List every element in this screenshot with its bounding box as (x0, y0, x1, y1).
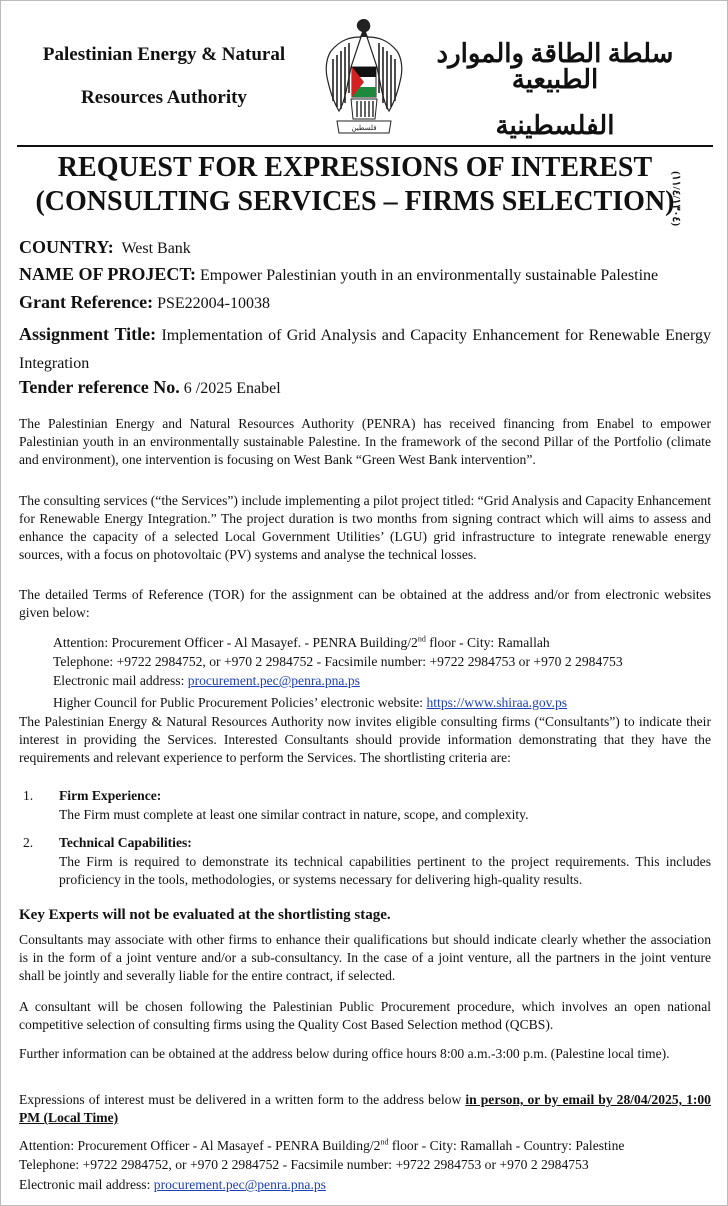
letterhead (1, 1, 728, 151)
contact1-phone: Telephone: +9722 2984752, or +970 2 2984752 - Facsimile number: +9722 2984753 or +970 2 2984753 (53, 654, 623, 669)
contact1-email-label: Electronic mail address: (53, 673, 188, 688)
org-name-english (23, 45, 305, 107)
contact2-attention (19, 1137, 711, 1155)
delivery-deadline: in person, or by email by 28/04/2025, 1:00 PM (Local Time) (19, 1092, 711, 1125)
country-value: West Bank (121, 240, 191, 257)
title-line1: REQUEST FOR EXPRESSIONS OF INTEREST (57, 152, 653, 183)
header-divider (17, 145, 713, 147)
title-line2: (CONSULTING SERVICES – FIRMS SELECTION) (35, 186, 675, 217)
criterion2-title: Technical Capabilities: (59, 835, 192, 850)
project-label: NAME OF PROJECT: (19, 264, 196, 284)
contact1-attention (53, 634, 711, 652)
project-value: Empower Palestinian youth in an environmentally sustainable Palestine (200, 267, 659, 284)
criterion2-number: 2. (23, 835, 34, 850)
paragraph-services: The consulting services (“the Services”) include implementing a pilot project titled: “Grid Analysis and Capacity Enhancement for Renewable Energy Integration.” The project duration is two months from signing contract which will aims to assess and enhance the capacity of a selected Local Government Utilities’ (LGU) grid infrastructure to integrate renewable energy sources, with a focus on photovoltaic (PV) systems and analyse the technical losses. (19, 493, 711, 562)
paragraph-association: Consultants may associate with other firms to enhance their qualifications but should indicate clearly whether the association is in the form of a joint venture and/or a sub-consultancy. In the case of a joint venture, all the partners in the joint venture shall be jointly and severally liable for the entire contract, if selected. (19, 932, 711, 983)
contact2-attention-b: floor - City: Ramallah - Country: Palestine (388, 1138, 625, 1153)
paragraph-tor: The detailed Terms of Reference (TOR) for the assignment can be obtained at the address and/or from electronic websites given below: (19, 587, 711, 620)
delivery-text: Expressions of interest must be delivered in a written form to the address below (19, 1092, 466, 1107)
info-country (19, 237, 711, 259)
palestine-eagle-emblem-icon (321, 15, 407, 139)
assignment-value: Implementation of Grid Analysis and Capacity Enhancement for Renewable Energy Integration (19, 327, 712, 372)
paragraph-invitation: The Palestinian Energy & Natural Resources Authority now invites eligible consulting firms (“Consultants”) to indicate their interest in providing the Services. Interested Consultants should provide information demonstrating that they have the requirements and relevant experience to perform the Services. The shortlisting criteria are: (19, 714, 711, 765)
org-name-ar-line1: سلطة الطاقة والموارد الطبيعية (436, 39, 674, 94)
contact1-attention-b: floor - City: Ramallah (425, 635, 550, 650)
contact1-email-link[interactable]: procurement.pec@penra.pna.ps (187, 673, 360, 688)
paragraph-further-info: Further information can be obtained at the address below during office hours 8:00 a.m.-3:00 p.m. (Palestine local time). (19, 1046, 670, 1061)
info-project (19, 264, 711, 286)
contact1-attention-a: Attention: Procurement Officer - Al Masayef. - PENRA Building/2 (53, 635, 418, 650)
country-label: COUNTRY: (19, 237, 114, 257)
grant-label: Grant Reference: (19, 292, 154, 312)
contact2-email-link[interactable]: procurement.pec@penra.pna.ps (153, 1177, 326, 1192)
emblem-caption: فلسطين (351, 124, 377, 132)
org-name-en-line1: Palestinian Energy & Natural (42, 44, 286, 65)
page-title (19, 151, 691, 219)
info-assignment (19, 320, 711, 378)
paragraph-selection: A consultant will be chosen following the Palestinian Public Procurement procedure, which involves an open national competitive selection of consulting firms using the Quality Cost Based Selection method (QCBS). (19, 999, 711, 1032)
contact2-email-line (19, 1176, 711, 1194)
info-grant (19, 292, 711, 314)
side-date-stamp: (١١/٤/١٣٠٤) (670, 171, 682, 226)
contact2-attention-a: Attention: Procurement Officer - Al Masayef - PENRA Building/2 (19, 1138, 381, 1153)
tender-value: 6 /2025 Enabel (183, 380, 281, 397)
contact1-web-label: Higher Council for Public Procurement Policies’ electronic website: (53, 695, 427, 710)
org-name-en-line2: Resources Authority (81, 87, 247, 108)
org-name-ar-line2: الفلسطينية (495, 111, 615, 140)
contact1-web-link[interactable]: https://www.shiraa.gov.ps (426, 695, 568, 710)
contact2-phone: Telephone: +9722 2984752, or +970 2 2984752 - Facsimile number: +9722 2984753 or +970 2 2984753 (19, 1157, 589, 1172)
contact1-web-line (53, 694, 711, 712)
paragraph-delivery (19, 1091, 711, 1127)
criterion1-title: Firm Experience: (59, 788, 162, 803)
info-tender (19, 377, 711, 399)
contact1-sup: nd (417, 634, 426, 644)
tender-label: Tender reference No. (19, 377, 180, 397)
criterion1-text: The Firm must complete at least one similar contract in nature, scope, and complexity. (59, 807, 529, 822)
key-experts-note: Key Experts will not be evaluated at the shortlisting stage. (19, 907, 391, 923)
paragraph-intro: The Palestinian Energy and Natural Resources Authority (PENRA) has received financing from Enabel to empower Palestinian youth in an environmentally sustainable Palestine. In the framework of the second Pillar of the Portfolio (climate and environment), one intervention is focusing on West Bank “Green West Bank intervention”. (19, 416, 711, 467)
org-name-arabic (405, 41, 705, 139)
contact1-email-line (53, 672, 711, 690)
assignment-label: Assignment Title: (19, 324, 157, 344)
criterion2-text: The Firm is required to demonstrate its technical capabilities pertinent to the project requirements. This includes proficiency in the tools, methodologies, or systems necessary for delivering high-quality results. (59, 854, 711, 887)
grant-value: PSE22004-10038 (157, 295, 271, 312)
contact2-email-label: Electronic mail address: (19, 1177, 154, 1192)
contact2-sup: nd (380, 1137, 389, 1147)
criterion1-number: 1. (23, 788, 34, 803)
